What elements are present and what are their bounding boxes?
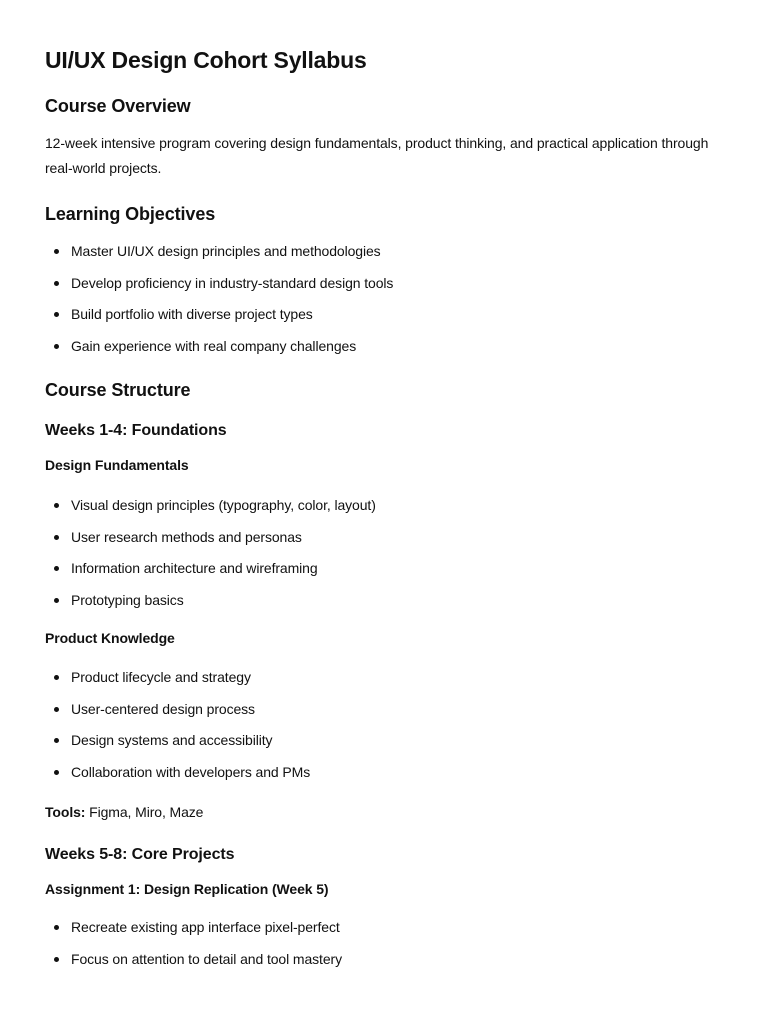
bullet-icon <box>54 738 59 743</box>
list-item: Gain experience with real company challenges <box>45 337 393 369</box>
list-item: Collaboration with developers and PMs <box>45 763 310 795</box>
list-item: Build portfolio with diverse project types <box>45 305 393 337</box>
tools-line <box>45 803 203 821</box>
list-item: User research methods and personas <box>45 528 376 560</box>
learning-objectives-list <box>45 242 393 368</box>
foundations-heading: Weeks 1-4: Foundations <box>45 422 227 439</box>
design-fundamentals-list <box>45 496 376 622</box>
list-item: Design systems and accessibility <box>45 731 310 763</box>
bullet-icon <box>54 707 59 712</box>
core-projects-heading: Weeks 5-8: Core Projects <box>45 846 235 863</box>
list-item: Information architecture and wireframing <box>45 559 376 591</box>
product-knowledge-list <box>45 668 310 794</box>
list-item: Develop proficiency in industry-standard design tools <box>45 274 393 306</box>
assignment-1-list <box>45 918 342 981</box>
bullet-icon <box>54 770 59 775</box>
product-knowledge-heading: Product Knowledge <box>45 630 175 646</box>
bullet-icon <box>54 281 59 286</box>
design-fundamentals-heading: Design Fundamentals <box>45 457 189 473</box>
bullet-icon <box>54 249 59 254</box>
list-item: Master UI/UX design principles and methodologies <box>45 242 393 274</box>
list-item: Visual design principles (typography, color, layout) <box>45 496 376 528</box>
bullet-icon <box>54 535 59 540</box>
bullet-icon <box>54 566 59 571</box>
list-item: User-centered design process <box>45 700 310 732</box>
tools-label: Tools: <box>45 804 86 820</box>
course-overview-heading: Course Overview <box>45 96 191 116</box>
bullet-icon <box>54 675 59 680</box>
list-item: Prototyping basics <box>45 591 376 623</box>
bullet-icon <box>54 957 59 962</box>
course-overview-text: 12-week intensive program covering design fundamentals, product thinking, and practical application through real-world projects. <box>45 135 709 176</box>
page-title: UI/UX Design Cohort Syllabus <box>45 47 367 73</box>
tools-value: Figma, Miro, Maze <box>89 804 204 820</box>
bullet-icon <box>54 503 59 508</box>
bullet-icon <box>54 925 59 930</box>
bullet-icon <box>54 598 59 603</box>
list-item: Recreate existing app interface pixel-perfect <box>45 918 342 950</box>
learning-objectives-heading: Learning Objectives <box>45 204 216 224</box>
bullet-icon <box>54 312 59 317</box>
list-item: Product lifecycle and strategy <box>45 668 310 700</box>
assignment-1-heading: Assignment 1: Design Replication (Week 5) <box>45 881 329 897</box>
bullet-icon <box>54 344 59 349</box>
list-item: Focus on attention to detail and tool mastery <box>45 950 342 982</box>
course-structure-heading: Course Structure <box>45 380 191 400</box>
